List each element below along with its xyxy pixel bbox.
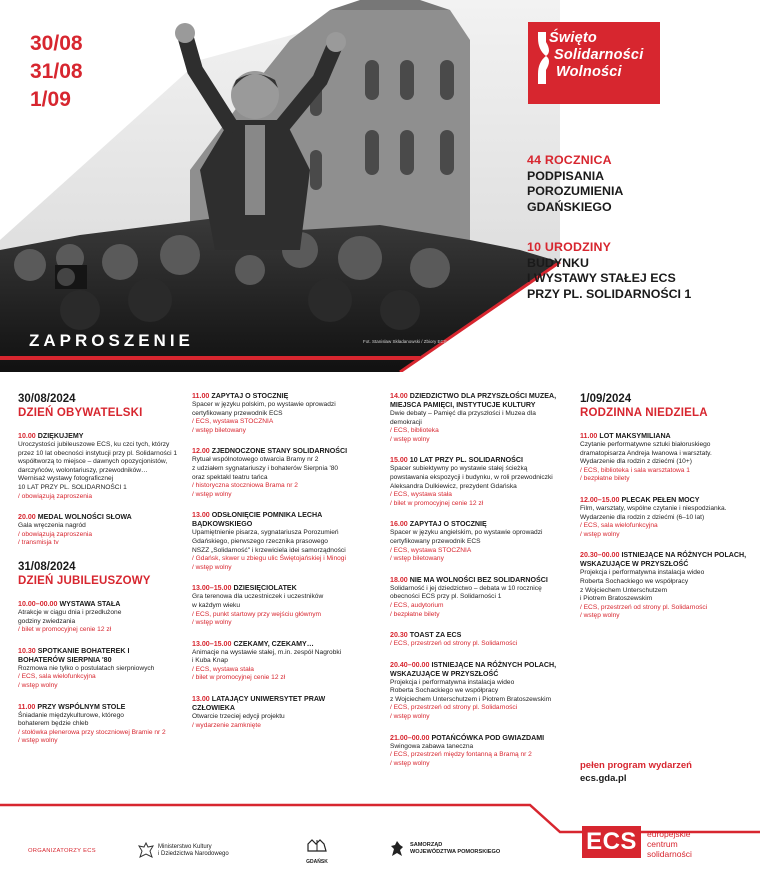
event-title: PRZY WSPÓLNYM STOLE xyxy=(37,702,126,711)
event-description: Film, warsztaty, wspólne czytanie i niespodzianka. Wydarzenie dla rodzin z dziećmi (6–10 lat) xyxy=(580,504,727,521)
event-title: ZAPYTAJ O STOCZNIĘ xyxy=(409,520,487,529)
event-item xyxy=(192,447,367,499)
event-item xyxy=(192,695,367,730)
event-title-row xyxy=(580,551,752,569)
event-title: CZEKAMY, CZEKAMY… xyxy=(233,639,314,648)
event-item xyxy=(18,600,178,635)
event-description: Solidarność i jej dziedzictwo – debata w 10 rocznicę obecności ECS przy pl. Solidarności 1 xyxy=(390,584,542,601)
logo-line: Święto xyxy=(549,30,597,46)
event-title-row xyxy=(192,392,367,401)
event-item xyxy=(192,640,367,683)
region-logo xyxy=(389,840,500,858)
event-time: 16.00 xyxy=(390,520,408,529)
event-title-row xyxy=(18,513,178,522)
event-place: / wstęp wolny xyxy=(18,681,58,689)
event-title: DZIEDZICTWO DLA PRZYSZŁOŚCI MUZEA, MIEJSCA PAMIĘCI, INSTYTUCJE KULTURY xyxy=(390,392,557,409)
ministry-line: i Dziedzictwa Narodowego xyxy=(158,851,229,857)
event-time: 11.00 xyxy=(192,392,210,400)
program-column-4 xyxy=(580,392,752,633)
event-description: Projekcja i performatywna instalacja wideo Roberta Sochackiego we współpracy z Wojciechem Unterschutzem i Piotrem Bratoszewskim xyxy=(580,569,705,603)
event-description: Śniadanie międzykulturowe, którego bohaterem będzie chleb xyxy=(18,711,124,728)
event-time: 13.00 xyxy=(192,695,210,704)
event-title: PLECAK PEŁEN MOCY xyxy=(621,495,700,504)
event-place: / obowiązują zaproszenia xyxy=(18,492,93,500)
event-title-row xyxy=(18,647,178,665)
event-place: / ECS, przestrzeń między fontanną a Bramą nr 2 xyxy=(390,751,532,759)
event-place: / wstęp wolny xyxy=(390,713,430,721)
event-place: / wstęp wolny xyxy=(192,490,232,498)
event-place: / ECS, wystawa stała xyxy=(390,491,452,499)
event-description: Animacje na wystawie stałej, m.in. zespół Nagrobki i Kuba Knap xyxy=(192,648,342,665)
event-time: 18.00 xyxy=(390,575,408,584)
organizers-label: ORGANIZATORZY ECS xyxy=(28,848,96,854)
event-description: Spacer w języku polskim, po wystawie oprowadzi certyfikowany przewodnik ECS xyxy=(192,401,336,417)
event-description: Spacer w języku angielskim, po wystawie oprowadzi certyfikowany przewodnik ECS xyxy=(390,529,543,545)
event-description: Atrakcje w ciągu dnia i przedłużone godziny zwiedzania xyxy=(18,608,122,625)
event-title-row xyxy=(580,496,752,505)
date-1: 30/08 xyxy=(30,32,83,55)
event-title-row xyxy=(192,511,367,529)
event-title-row xyxy=(18,432,178,441)
event-time: 21.00–00.00 xyxy=(390,733,430,742)
event-title-row xyxy=(390,631,573,640)
event-description: Otwarcie trzeciej edycji projektu xyxy=(192,713,285,721)
event-title-row xyxy=(18,703,178,712)
event-time: 10.00–00.00 xyxy=(18,599,58,608)
event-place: / wstęp biletowany xyxy=(390,555,444,563)
logo-line: Solidarności xyxy=(554,47,644,63)
event-time: 12.00–15.00 xyxy=(580,495,620,504)
anniversary-block-1 xyxy=(527,153,623,215)
event-title: DZIESIĘCIOLATEK xyxy=(233,584,297,593)
event-time: 20.00 xyxy=(18,513,36,522)
event-title: 10 LAT PRZY PL. SOLIDARNOŚCI xyxy=(409,456,524,465)
event-title: WYSTAWA STAŁA xyxy=(59,599,121,608)
event-time: 13.00–15.00 xyxy=(192,639,232,648)
event-item xyxy=(390,392,573,444)
event-place: / wstęp wolny xyxy=(18,737,58,745)
event-title: SPOTKANIE BOHATEREK I BOHATERÓW SIERPNIA '80 xyxy=(18,646,130,664)
event-time: 12.00 xyxy=(192,447,210,456)
event-description: Rytuał wspólnotowego otwarcia Bramy nr 2 z udziałem sygnatariuszy i bohaterów Sierpnia '80 oraz spektakl teatru tańca xyxy=(192,456,339,481)
event-item xyxy=(390,456,573,508)
event-title: ISTNIEJĄCE NA RÓŻNYCH POLACH, WSKAZUJĄCE W PRZYSZŁOŚĆ xyxy=(580,551,747,569)
event-time: 13.00–15.00 xyxy=(192,584,232,593)
event-time: 20.40–00.00 xyxy=(390,660,430,669)
region-line: WOJEWÓDZTWA POMORSKIEGO xyxy=(410,849,501,855)
day-name: DZIEŃ JUBILEUSZOWY xyxy=(18,574,151,587)
event-place: / wstęp wolny xyxy=(390,435,430,443)
event-title-row xyxy=(192,695,367,713)
event-item xyxy=(390,661,573,722)
event-item xyxy=(580,496,752,539)
event-place: / ECS, przestrzeń od strony pl. Solidarności xyxy=(390,640,518,648)
event-item xyxy=(390,734,573,769)
logo-line: Wolności xyxy=(556,64,622,80)
ministry-line: Ministerstwo Kultury xyxy=(158,844,212,850)
event-description: Rozmowa nie tylko o postulatach sierpniowych xyxy=(18,664,155,672)
event-title: ZAPYTAJ O STOCZNIĘ xyxy=(211,392,289,400)
event-description: Dwie debaty – Pamięć dla przyszłości i Muzea dla demokracji xyxy=(390,410,536,426)
event-title-row xyxy=(390,734,573,743)
photo-credit: Fot. Stanisław Składanowski / Zbiory ECS xyxy=(363,339,447,344)
event-place: / wstęp biletowany xyxy=(192,426,246,434)
anniversary-line: PODPISANIA xyxy=(527,168,605,183)
event-place: / obowiązują zaproszenia xyxy=(18,530,93,538)
event-title: NIE MA WOLNOŚCI BEZ SOLIDARNOŚCI xyxy=(409,575,548,584)
event-place: / bilet w promocyjnej cenie 12 zł xyxy=(390,499,484,507)
event-title-row xyxy=(192,584,367,593)
event-title: LATAJĄCY UNIWERSYTET PRAW CZŁOWIEKA xyxy=(192,695,326,713)
event-title-row xyxy=(390,520,573,529)
event-title: DZIĘKUJEMY xyxy=(37,432,84,440)
region-line: SAMORZĄD xyxy=(410,842,443,849)
day-name: DZIEŃ OBYWATELSKI xyxy=(18,407,143,419)
event-place: / wydarzenie zamknięte xyxy=(192,721,261,729)
ecs-name xyxy=(647,829,692,859)
anniversary-line: BUDYNKU xyxy=(527,255,589,270)
event-time: 20.30–00.00 xyxy=(580,551,620,560)
invitation-heading: ZAPROSZENIE xyxy=(29,331,194,350)
event-title: ODSŁONIĘCIE POMNIKA LECHA BĄDKOWSKIEGO xyxy=(192,511,322,529)
event-place: / wstęp wolny xyxy=(390,759,430,767)
event-time: 14.00 xyxy=(390,392,408,400)
event-title: ZJEDNOCZONE STANY SOLIDARNOŚCI xyxy=(211,447,348,456)
event-title-row xyxy=(390,661,573,679)
event-place: / transmisja tv xyxy=(18,539,59,547)
ecs-name-line: centrum xyxy=(647,839,678,849)
event-place: / bilet w promocyjnej cenie 12 zł xyxy=(18,626,112,634)
event-time: 11.00 xyxy=(18,702,36,711)
event-title-row xyxy=(580,432,752,441)
event-item xyxy=(390,631,573,649)
event-time: 11.00 xyxy=(580,432,598,440)
gdansk-logo xyxy=(297,838,337,865)
date-3: 1/09 xyxy=(30,88,71,111)
event-title-row xyxy=(192,640,367,649)
event-time: 20.30 xyxy=(390,631,408,640)
griffin-emblem-icon xyxy=(389,840,405,858)
day-date: 1/09/2024 xyxy=(580,393,632,405)
event-title-row xyxy=(192,447,367,456)
event-item xyxy=(18,703,178,746)
event-place: / ECS, wystawa stała xyxy=(192,665,254,673)
anniversary-highlight: 44 ROCZNICA xyxy=(527,153,612,167)
event-item xyxy=(18,647,178,691)
event-item xyxy=(580,432,752,484)
ecs-logo: ECS xyxy=(582,826,641,858)
event-title: TOAST ZA ECS xyxy=(409,631,462,640)
event-place: / Gdańsk, skwer u zbiegu ulic Świętojańskiej i Minogi xyxy=(192,555,346,563)
day-date: 30/08/2024 xyxy=(18,393,76,405)
event-title-row xyxy=(390,456,573,465)
historical-photo xyxy=(0,0,760,372)
anniversary-line: GDAŃSKIEGO xyxy=(527,199,612,214)
event-place: / ECS, sala wielofunkcyjna xyxy=(18,673,96,681)
event-time: 13.00 xyxy=(192,511,210,520)
event-item xyxy=(390,520,573,563)
event-place: / ECS, przestrzeń od strony pl. Solidarności xyxy=(580,603,708,611)
eagle-emblem-icon xyxy=(138,842,154,860)
event-place: / wstęp wolny xyxy=(580,612,620,620)
day-date: 31/08/2024 xyxy=(18,560,76,573)
event-place: / stołówka plenerowa przy stoczniowej Bramie nr 2 xyxy=(18,728,166,736)
event-place: / ECS, audytorium xyxy=(390,601,444,609)
event-place: / bilet w promocyjnej cenie 12 zł xyxy=(192,674,286,682)
event-description: Swingowa zabawa taneczna xyxy=(390,742,474,750)
event-item xyxy=(18,432,178,501)
promo-title: pełen program wydarzeń xyxy=(580,760,692,771)
event-place: / ECS, punkt startowy przy wejściu głównym xyxy=(192,610,321,618)
anniversary-highlight: 10 URODZINY xyxy=(527,240,612,254)
program-column-3 xyxy=(390,392,573,780)
event-time: 10.30 xyxy=(18,646,36,655)
event-item xyxy=(390,576,573,619)
event-place: / ECS, sala wielofunkcyjna xyxy=(580,522,658,530)
event-title-row xyxy=(390,576,573,585)
event-title: LOT MAKSYMILIANA xyxy=(599,432,671,440)
website-link[interactable]: ecs.gda.pl xyxy=(580,773,627,784)
anniversary-line: PRZY PL. SOLIDARNOŚCI 1 xyxy=(527,286,692,301)
anniversary-line: I WYSTAWY STAŁEJ ECS xyxy=(527,271,676,285)
event-item xyxy=(192,584,367,627)
event-place: / ECS, przestrzeń od strony pl. Solidarności xyxy=(390,704,518,712)
event-place: / ECS, biblioteka xyxy=(390,427,439,435)
footer-divider xyxy=(0,800,760,840)
city-name: GDAŃSK xyxy=(306,859,328,865)
event-place: / wstęp wolny xyxy=(580,530,620,538)
event-description: Uroczystości jubileuszowe ECS, ku czci tych, którzy przez 10 lat obecności instytucji przy pl. Solidarności 1 współtworzą to miejsce – dawnych opozycjonistów, darczyńców, wolontariuszy, przewodników… Wernisaż wystawy fotograficznej 10 LAT PRZY PL. SOLIDARNOŚCI 1 xyxy=(18,441,178,491)
event-item xyxy=(580,551,752,621)
event-place: / ECS, wystawa STOCZNIA xyxy=(192,418,274,426)
day-name: RODZINNA NIEDZIELA xyxy=(580,407,708,419)
event-place: / bezpłatne bilety xyxy=(580,475,630,483)
event-item xyxy=(192,511,367,572)
event-description: Gala wręczenia nagród xyxy=(18,522,86,530)
event-description: Projekcja i performatywna instalacja wideo Roberta Sochackiego we współpracy z Wojciechem Unterschutzem i Piotrem Bratoszewskim xyxy=(390,678,552,703)
event-item xyxy=(18,513,178,548)
event-item xyxy=(192,392,367,435)
event-title: MEDAL WOLNOŚCI SŁOWA xyxy=(37,513,132,522)
ecs-name-line: europejskie xyxy=(647,829,691,839)
program-column-2 xyxy=(192,392,367,742)
event-description: Gra terenowa dla uczestniczek i uczestników w każdym wieku xyxy=(192,593,324,609)
event-title: POTAŃCÓWKA POD GWIAZDAMI xyxy=(431,733,545,742)
event-description: Spacer subiektywny po wystawie stałej ścieżką powstawania ekspozycji i budynku, w roli przewodniczki Aleksandra Dulkiewicz, prezydent Gdańska xyxy=(390,465,553,490)
event-description: Upamiętnienie pisarza, sygnatariusza Porozumień Gdańskiego, pierwszego rzecznika prasowego NSZZ „Solidarność" i krzewiciela idei samorządności xyxy=(192,529,346,554)
event-place: / bezpłatne bilety xyxy=(390,610,440,618)
full-program-promo xyxy=(580,759,692,785)
event-title-row xyxy=(18,600,178,609)
event-title: ISTNIEJĄCE NA RÓŻNYCH POLACH, WSKAZUJĄCE W PRZYSZŁOŚĆ xyxy=(390,660,557,678)
event-place: / historyczna stoczniowa Brama nr 2 xyxy=(192,482,298,490)
event-time: 15.00 xyxy=(390,456,408,465)
event-place: / ECS, wystawa STOCZNIA xyxy=(390,546,472,554)
event-time: 10.00 xyxy=(18,432,36,440)
program-column-1 xyxy=(18,392,178,758)
gdansk-crest-icon xyxy=(306,838,328,852)
festival-logo xyxy=(549,30,643,81)
ecs-name-line: solidarności xyxy=(647,849,692,859)
event-dates xyxy=(30,30,83,114)
event-place: / wstęp wolny xyxy=(192,563,232,571)
hero-section xyxy=(0,0,760,372)
event-place: / wstęp wolny xyxy=(192,619,232,627)
ministry-logo xyxy=(138,842,229,860)
anniversary-line: POROZUMIENIA xyxy=(527,184,624,198)
event-place: / ECS, biblioteka i sala warsztatowa 1 xyxy=(580,466,690,474)
event-title-row xyxy=(390,392,573,410)
anniversary-block-2 xyxy=(527,240,691,302)
event-description: Czytanie performatywne sztuki białoruskiego dramatopisarza Andreja Iwanowa i warsztaty. Wydarzenie dla rodzin z dziećmi (10+) xyxy=(580,441,712,466)
date-2: 31/08 xyxy=(30,60,83,83)
